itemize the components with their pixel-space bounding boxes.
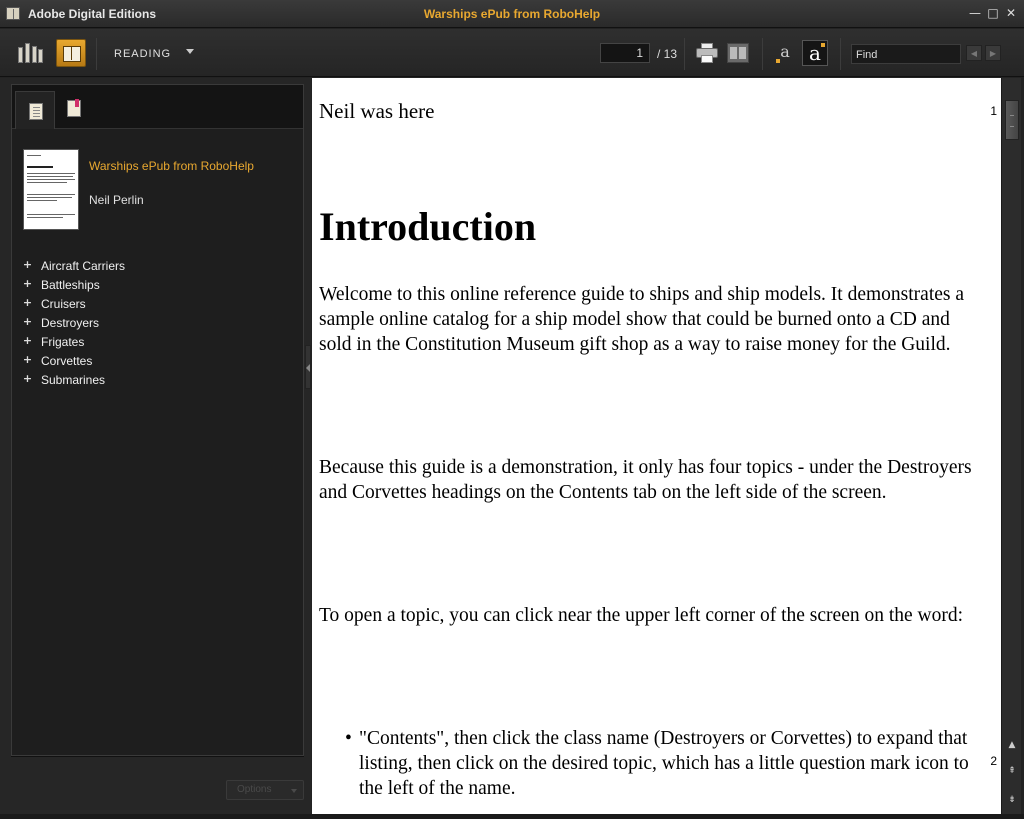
library-view-button[interactable] xyxy=(18,41,44,65)
options-dropdown-icon xyxy=(291,789,297,793)
library-books-icon xyxy=(18,47,23,63)
toc-item-label[interactable]: Destroyers xyxy=(41,316,100,330)
bookmark-icon xyxy=(67,100,81,117)
title-bar xyxy=(0,0,1024,28)
library-book-spine xyxy=(32,46,37,63)
maximize-button[interactable]: □ xyxy=(987,6,999,20)
scroll-up-button[interactable]: ▲ xyxy=(1008,740,1016,750)
toc-item-destroyers[interactable] xyxy=(22,314,292,333)
toc-item-aircraft-carriers[interactable] xyxy=(22,257,292,276)
paragraph-open-topic: To open a topic, you can click near the upper left corner of the screen on the word: xyxy=(319,605,964,626)
two-page-view-button[interactable] xyxy=(727,43,749,63)
view-mode-dropdown-icon[interactable] xyxy=(186,49,194,54)
expand-icon[interactable]: + xyxy=(22,315,33,328)
toc-item-corvettes[interactable] xyxy=(22,352,292,371)
expand-icon[interactable]: + xyxy=(22,353,33,366)
find-next-button[interactable]: ▶ xyxy=(985,45,1001,61)
content-line: Neil was here xyxy=(319,99,435,123)
decrease-font-indicator-icon xyxy=(776,59,780,63)
navigation-panel xyxy=(11,84,304,756)
page-number-input[interactable]: 1 xyxy=(600,43,650,63)
table-of-contents-icon xyxy=(29,103,43,120)
previous-page-button[interactable]: ⇞ xyxy=(1008,766,1016,776)
tab-bookmarks[interactable] xyxy=(54,91,94,129)
sidebar-collapse-handle[interactable] xyxy=(305,345,311,389)
toc-item-label[interactable]: Battleships xyxy=(41,278,100,292)
panel-tabs xyxy=(12,85,303,129)
printer-icon-paper xyxy=(701,55,713,63)
window-bottom-edge xyxy=(0,814,1024,819)
expand-icon[interactable]: + xyxy=(22,296,33,309)
print-button[interactable] xyxy=(696,43,718,63)
sidebar-divider xyxy=(11,756,304,757)
close-button[interactable]: ✕ xyxy=(1005,6,1017,20)
reading-view-button[interactable] xyxy=(56,39,86,67)
view-mode-label[interactable]: READING xyxy=(114,48,172,60)
library-book-spine xyxy=(38,49,43,63)
increase-font-button[interactable] xyxy=(802,40,828,66)
toolbar-divider xyxy=(684,38,685,70)
toolbar-divider xyxy=(840,38,841,70)
minimize-button[interactable]: — xyxy=(969,6,981,20)
paragraph-welcome: Welcome to this online reference guide to ships and ship models. It demonstrates a sample online catalog for a ship model show that could be burned onto a CD and sold in the Constitution Museum gift shop as a way to raise money for the Guild. xyxy=(319,284,965,355)
book-cover-thumbnail[interactable] xyxy=(23,149,79,230)
expand-icon[interactable]: + xyxy=(22,372,33,385)
toc-list xyxy=(22,257,292,390)
scroll-thumb[interactable] xyxy=(1005,100,1019,140)
toc-item-label[interactable]: Frigates xyxy=(41,335,85,349)
section-heading: Introduction xyxy=(319,204,537,249)
paragraph-demo: Because this guide is a demonstration, it only has four topics - under the Destroyers and Corvettes headings on the Contents tab on the left side of the screen. xyxy=(319,457,972,503)
bullet-contents: • "Contents", then click the class name (Destroyers or Corvettes) to expand that listing, then click on the desired topic, which has a little question mark icon to the left of the name. xyxy=(359,726,989,801)
sidebar xyxy=(0,78,311,819)
find-previous-button[interactable]: ◀ xyxy=(966,45,982,61)
tab-contents[interactable] xyxy=(15,91,55,129)
toc-item-submarines[interactable] xyxy=(22,371,292,390)
page-marker: 1 xyxy=(990,104,997,118)
document-title: Warships ePub from RoboHelp xyxy=(423,7,601,21)
vertical-scrollbar[interactable] xyxy=(1001,78,1021,814)
toc-item-battleships[interactable] xyxy=(22,276,292,295)
options-button xyxy=(226,780,304,800)
increase-font-indicator-icon xyxy=(821,43,825,47)
app-title: Adobe Digital Editions xyxy=(28,7,156,21)
book-title[interactable]: Warships ePub from RoboHelp xyxy=(89,159,254,173)
next-page-button[interactable]: ⇟ xyxy=(1008,795,1016,805)
book-author: Neil Perlin xyxy=(89,193,144,207)
toc-item-label[interactable]: Aircraft Carriers xyxy=(41,259,126,273)
page-marker: 2 xyxy=(990,754,997,768)
toolbar-divider xyxy=(762,38,763,70)
toolbar xyxy=(0,29,1024,77)
app-book-icon xyxy=(6,7,20,20)
toc-item-cruisers[interactable] xyxy=(22,295,292,314)
toc-item-frigates[interactable] xyxy=(22,333,292,352)
options-label: Options xyxy=(237,784,272,795)
toolbar-divider xyxy=(96,38,97,70)
expand-icon[interactable]: + xyxy=(22,334,33,347)
library-book-spine xyxy=(25,43,30,63)
find-input[interactable]: Find xyxy=(851,44,961,64)
page-total: / 13 xyxy=(657,47,678,61)
decrease-font-button[interactable] xyxy=(774,40,796,66)
toc-item-label[interactable]: Cruisers xyxy=(41,297,86,311)
font-large-glyph: a xyxy=(809,41,821,65)
toc-item-label[interactable]: Corvettes xyxy=(41,354,93,368)
toc-item-label[interactable]: Submarines xyxy=(41,373,106,387)
reading-pane[interactable] xyxy=(312,78,1001,814)
expand-icon[interactable]: + xyxy=(22,277,33,290)
font-small-glyph: a xyxy=(780,42,790,61)
expand-icon[interactable]: + xyxy=(22,258,33,271)
